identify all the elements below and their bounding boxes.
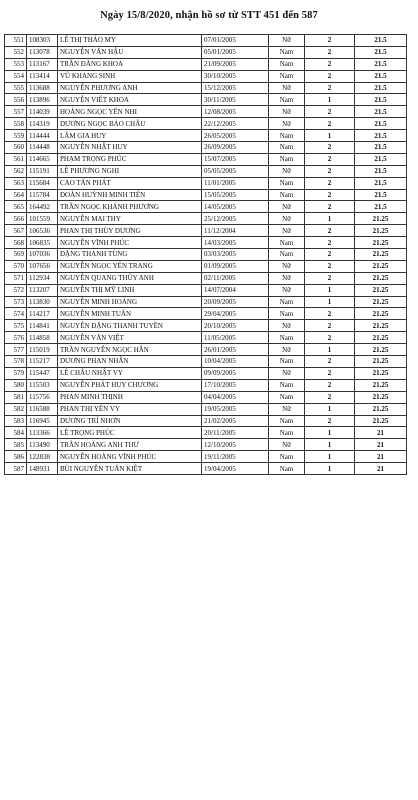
group-cell: 2 [305,58,355,70]
dob-cell: 05/01/2005 [202,46,269,58]
stt-cell: 570 [5,260,27,272]
dob-cell: 19/05/2005 [202,403,269,415]
table-row [5,94,407,106]
stt-cell: 565 [5,201,27,213]
stt-cell: 576 [5,332,27,344]
sex-cell: Nam [269,177,305,189]
name-cell: TRẦN NGỌC KHÁNH PHƯƠNG [58,201,202,213]
sex-cell: Nữ [269,118,305,130]
table-row [5,284,407,296]
dob-cell: 01/09/2005 [202,260,269,272]
table-row [5,367,407,379]
score-cell: 21.5 [355,130,407,142]
dob-cell: 20/10/2005 [202,320,269,332]
stt-cell: 563 [5,177,27,189]
group-cell: 1 [305,213,355,225]
code-cell: 113167 [27,58,58,70]
sex-cell: Nữ [269,284,305,296]
dob-cell: 26/09/2005 [202,142,269,154]
name-cell: TRẦN HOÀNG ANH THƯ [58,439,202,451]
stt-cell: 571 [5,272,27,284]
code-cell: 115756 [27,391,58,403]
score-cell: 21.5 [355,142,407,154]
name-cell: ĐẶNG THANH TÙNG [58,249,202,261]
dob-cell: 11/12/2004 [202,225,269,237]
stt-cell: 575 [5,320,27,332]
stt-cell: 582 [5,403,27,415]
code-cell: 115019 [27,344,58,356]
code-cell: 107656 [27,260,58,272]
name-cell: LÊ THỊ THẢO MY [58,35,202,47]
score-cell: 21.5 [355,165,407,177]
score-cell: 21.25 [355,260,407,272]
name-cell: VŨ KHANG SINH [58,70,202,82]
table-row [5,165,407,177]
stt-cell: 560 [5,142,27,154]
stt-cell: 573 [5,296,27,308]
code-cell: 115684 [27,177,58,189]
name-cell: NGUYỄN PHÁT HUY CHƯƠNG [58,379,202,391]
name-cell: TRẦN ĐĂNG KHOA [58,58,202,70]
code-cell: 106835 [27,237,58,249]
stt-cell: 581 [5,391,27,403]
dob-cell: 22/12/2005 [202,118,269,130]
sex-cell: Nam [269,356,305,368]
group-cell: 1 [305,296,355,308]
code-cell: 116945 [27,415,58,427]
stt-cell: 583 [5,415,27,427]
group-cell: 2 [305,189,355,201]
score-cell: 21 [355,427,407,439]
table-row [5,439,407,451]
score-cell: 21.25 [355,379,407,391]
stt-cell: 585 [5,439,27,451]
group-cell: 2 [305,308,355,320]
table-row [5,272,407,284]
stt-cell: 561 [5,153,27,165]
table-row [5,427,407,439]
sex-cell: Nam [269,94,305,106]
code-cell: 113414 [27,70,58,82]
group-cell: 2 [305,35,355,47]
sex-cell: Nam [269,142,305,154]
dob-cell: 07/01/2005 [202,35,269,47]
name-cell: HOÀNG NGỌC YẾN NHI [58,106,202,118]
table-row [5,189,407,201]
score-cell: 21.25 [355,308,407,320]
group-cell: 2 [305,70,355,82]
sex-cell: Nam [269,130,305,142]
table-row [5,130,407,142]
group-cell: 2 [305,153,355,165]
stt-cell: 564 [5,189,27,201]
stt-cell: 572 [5,284,27,296]
stt-cell: 584 [5,427,27,439]
group-cell: 1 [305,439,355,451]
stt-cell: 579 [5,367,27,379]
stt-cell: 557 [5,106,27,118]
group-cell: 2 [305,356,355,368]
score-cell: 21.25 [355,344,407,356]
table-row [5,391,407,403]
sex-cell: Nữ [269,344,305,356]
score-cell: 21.5 [355,94,407,106]
score-cell: 21.25 [355,320,407,332]
dob-cell: 02/11/2005 [202,272,269,284]
score-cell: 21.5 [355,118,407,130]
sex-cell: Nữ [269,320,305,332]
name-cell: NGUYỄN VĂN HẬU [58,46,202,58]
group-cell: 2 [305,106,355,118]
code-cell: 113366 [27,427,58,439]
code-cell: 114841 [27,320,58,332]
sex-cell: Nữ [269,272,305,284]
score-cell: 21.25 [355,284,407,296]
table-row [5,379,407,391]
group-cell: 1 [305,451,355,463]
dob-cell: 20/11/2005 [202,427,269,439]
score-cell: 21.5 [355,189,407,201]
score-cell: 21.25 [355,237,407,249]
name-cell: DƯƠNG NGỌC BẢO CHÂU [58,118,202,130]
group-cell: 1 [305,344,355,356]
dob-cell: 14/03/2005 [202,237,269,249]
sex-cell: Nữ [269,260,305,272]
code-cell: 114319 [27,118,58,130]
code-cell: 122838 [27,451,58,463]
sex-cell: Nữ [269,439,305,451]
name-cell: NGUYỄN ĐẶNG THANH TUYỀN [58,320,202,332]
dob-cell: 14/05/2005 [202,201,269,213]
score-cell: 21 [355,463,407,475]
table-row [5,451,407,463]
group-cell: 2 [305,46,355,58]
group-cell: 1 [305,94,355,106]
group-cell: 2 [305,142,355,154]
name-cell: NGUYỄN PHƯƠNG ANH [58,82,202,94]
dob-cell: 15/07/2005 [202,153,269,165]
group-cell: 2 [305,391,355,403]
dob-cell: 19/11/2005 [202,451,269,463]
score-cell: 21.25 [355,356,407,368]
table-row [5,308,407,320]
dob-cell: 11/01/2005 [202,177,269,189]
sex-cell: Nam [269,415,305,427]
stt-cell: 551 [5,35,27,47]
name-cell: CAO TẤN PHÁT [58,177,202,189]
name-cell: PHAN THỊ YẾN VY [58,403,202,415]
score-cell: 21.25 [355,249,407,261]
sex-cell: Nam [269,46,305,58]
table-row [5,118,407,130]
stt-cell: 553 [5,58,27,70]
score-cell: 21.5 [355,35,407,47]
name-cell: DƯƠNG PHAN NHÂN [58,356,202,368]
name-cell: NGUYỄN NHẬT HUY [58,142,202,154]
score-cell: 21.5 [355,82,407,94]
sex-cell: Nam [269,58,305,70]
table-row [5,46,407,58]
code-cell: 113490 [27,439,58,451]
group-cell: 2 [305,165,355,177]
group-cell: 2 [305,272,355,284]
code-cell: 112934 [27,272,58,284]
code-cell: 107036 [27,249,58,261]
table-row [5,237,407,249]
group-cell: 1 [305,463,355,475]
name-cell: NGUYỄN MINH TUẤN [58,308,202,320]
sex-cell: Nữ [269,225,305,237]
dob-cell: 29/04/2005 [202,308,269,320]
stt-cell: 556 [5,94,27,106]
table-row [5,213,407,225]
score-cell: 21.25 [355,213,407,225]
group-cell: 1 [305,130,355,142]
stt-cell: 586 [5,451,27,463]
sex-cell: Nữ [269,201,305,213]
dob-cell: 26/05/2005 [202,130,269,142]
group-cell: 2 [305,177,355,189]
code-cell: 114444 [27,130,58,142]
score-cell: 21.5 [355,177,407,189]
stt-cell: 566 [5,213,27,225]
group-cell: 1 [305,403,355,415]
stt-cell: 555 [5,82,27,94]
dob-cell: 19/04/2005 [202,463,269,475]
group-cell: 2 [305,118,355,130]
sex-cell: Nam [269,237,305,249]
name-cell: NGUYỄN MINH HOÀNG [58,296,202,308]
dob-cell: 10/04/2005 [202,356,269,368]
stt-cell: 562 [5,165,27,177]
name-cell: ĐOÀN HUỲNH MINH TIẾN [58,189,202,201]
score-cell: 21.25 [355,332,407,344]
table-row [5,35,407,47]
name-cell: NGUYỄN QUANG THÙY ANH [58,272,202,284]
table-row [5,142,407,154]
code-cell: 115784 [27,189,58,201]
table-row [5,463,407,475]
score-cell: 21.25 [355,403,407,415]
stt-cell: 577 [5,344,27,356]
score-cell: 21.25 [355,296,407,308]
sex-cell: Nữ [269,165,305,177]
table-row [5,332,407,344]
code-cell: 113207 [27,284,58,296]
name-cell: LÊ TRỌNG PHÚC [58,427,202,439]
table-row [5,201,407,213]
page-title: Ngày 15/8/2020, nhận hồ sơ từ STT 451 đến 587 [100,10,318,21]
code-cell: 101559 [27,213,58,225]
sex-cell: Nam [269,296,305,308]
code-cell: 164492 [27,201,58,213]
code-cell: 113896 [27,94,58,106]
sex-cell: Nam [269,153,305,165]
score-cell: 21 [355,451,407,463]
table-row [5,260,407,272]
table-row [5,320,407,332]
dob-cell: 05/05/2005 [202,165,269,177]
code-cell: 148931 [27,463,58,475]
score-cell: 21.5 [355,201,407,213]
score-cell: 21.5 [355,153,407,165]
code-cell: 108303 [27,35,58,47]
stt-cell: 569 [5,249,27,261]
sex-cell: Nam [269,463,305,475]
table-row [5,153,407,165]
stt-cell: 567 [5,225,27,237]
name-cell: PHAN MINH THỊNH [58,391,202,403]
sex-cell: Nam [269,308,305,320]
dob-cell: 11/05/2005 [202,332,269,344]
dob-cell: 04/04/2005 [202,391,269,403]
name-cell: NGUYỄN NGỌC YẾN TRANG [58,260,202,272]
code-cell: 115447 [27,367,58,379]
group-cell: 2 [305,332,355,344]
name-cell: LÂM GIA HUY [58,130,202,142]
group-cell: 2 [305,237,355,249]
dob-cell: 12/10/2005 [202,439,269,451]
sex-cell: Nam [269,70,305,82]
score-cell: 21.25 [355,225,407,237]
stt-cell: 558 [5,118,27,130]
sex-cell: Nam [269,379,305,391]
dob-cell: 30/10/2005 [202,70,269,82]
code-cell: 114665 [27,153,58,165]
name-cell: NGUYỄN HOÀNG VĨNH PHÚC [58,451,202,463]
name-cell: PHAN THỊ THÙY DƯƠNG [58,225,202,237]
stt-cell: 552 [5,46,27,58]
sex-cell: Nữ [269,82,305,94]
code-cell: 115191 [27,165,58,177]
group-cell: 2 [305,415,355,427]
code-cell: 114448 [27,142,58,154]
dob-cell: 21/09/2005 [202,58,269,70]
group-cell: 2 [305,367,355,379]
dob-cell: 21/02/2005 [202,415,269,427]
name-cell: NGUYỄN VĂN VIỆT [58,332,202,344]
sex-cell: Nam [269,451,305,463]
table-row [5,415,407,427]
code-cell: 113078 [27,46,58,58]
score-cell: 21 [355,439,407,451]
table-row [5,70,407,82]
sex-cell: Nam [269,332,305,344]
name-cell: PHẠM TRỌNG PHÚC [58,153,202,165]
group-cell: 2 [305,260,355,272]
name-cell: NGUYỄN VĨNH PHÚC [58,237,202,249]
table-row [5,58,407,70]
code-cell: 113830 [27,296,58,308]
dob-cell: 20/09/2005 [202,296,269,308]
stt-cell: 568 [5,237,27,249]
table-row [5,344,407,356]
table-row [5,225,407,237]
group-cell: 1 [305,284,355,296]
group-cell: 1 [305,427,355,439]
dob-cell: 15/12/2005 [202,82,269,94]
table-row [5,356,407,368]
sex-cell: Nam [269,249,305,261]
dob-cell: 25/12/2005 [202,213,269,225]
sex-cell: Nữ [269,367,305,379]
name-cell: NGUYỄN VIẾT KHOA [58,94,202,106]
table-row [5,106,407,118]
dob-cell: 09/09/2005 [202,367,269,379]
name-cell: LÊ PHƯƠNG NGHI [58,165,202,177]
code-cell: 113688 [27,82,58,94]
score-cell: 21.5 [355,46,407,58]
code-cell: 115217 [27,356,58,368]
score-cell: 21.25 [355,367,407,379]
score-cell: 21.5 [355,106,407,118]
stt-cell: 578 [5,356,27,368]
group-cell: 2 [305,249,355,261]
code-cell: 116588 [27,403,58,415]
dob-cell: 14/07/2004 [202,284,269,296]
code-cell: 114039 [27,106,58,118]
group-cell: 2 [305,320,355,332]
code-cell: 106536 [27,225,58,237]
stt-cell: 559 [5,130,27,142]
code-cell: 114217 [27,308,58,320]
dob-cell: 26/01/2005 [202,344,269,356]
table-row [5,177,407,189]
dob-cell: 03/03/2005 [202,249,269,261]
table-row [5,403,407,415]
score-cell: 21.25 [355,391,407,403]
name-cell: NGUYỄN MAI THY [58,213,202,225]
name-cell: NGUYỄN THỊ MỸ LINH [58,284,202,296]
name-cell: BÙI NGUYỄN TUẤN KIỆT [58,463,202,475]
sex-cell: Nữ [269,213,305,225]
dob-cell: 30/11/2005 [202,94,269,106]
table-row [5,82,407,94]
sex-cell: Nữ [269,35,305,47]
sex-cell: Nam [269,391,305,403]
code-cell: 115503 [27,379,58,391]
student-list-table [4,34,407,475]
table-row [5,296,407,308]
sex-cell: Nam [269,189,305,201]
sex-cell: Nữ [269,403,305,415]
code-cell: 114858 [27,332,58,344]
stt-cell: 574 [5,308,27,320]
name-cell: TRẦN NGUYỄN NGỌC HÂN [58,344,202,356]
table-row [5,249,407,261]
sex-cell: Nam [269,427,305,439]
sex-cell: Nữ [269,106,305,118]
stt-cell: 587 [5,463,27,475]
stt-cell: 580 [5,379,27,391]
dob-cell: 15/05/2005 [202,189,269,201]
group-cell: 2 [305,82,355,94]
score-cell: 21.25 [355,272,407,284]
stt-cell: 554 [5,70,27,82]
score-cell: 21.25 [355,415,407,427]
group-cell: 2 [305,225,355,237]
name-cell: DƯƠNG TRÍ NHƠN [58,415,202,427]
group-cell: 2 [305,379,355,391]
group-cell: 2 [305,201,355,213]
dob-cell: 12/08/2005 [202,106,269,118]
score-cell: 21.5 [355,70,407,82]
name-cell: LÊ CHÂU NHẬT VY [58,367,202,379]
dob-cell: 17/10/2005 [202,379,269,391]
table-body [5,35,407,475]
score-cell: 21.5 [355,58,407,70]
